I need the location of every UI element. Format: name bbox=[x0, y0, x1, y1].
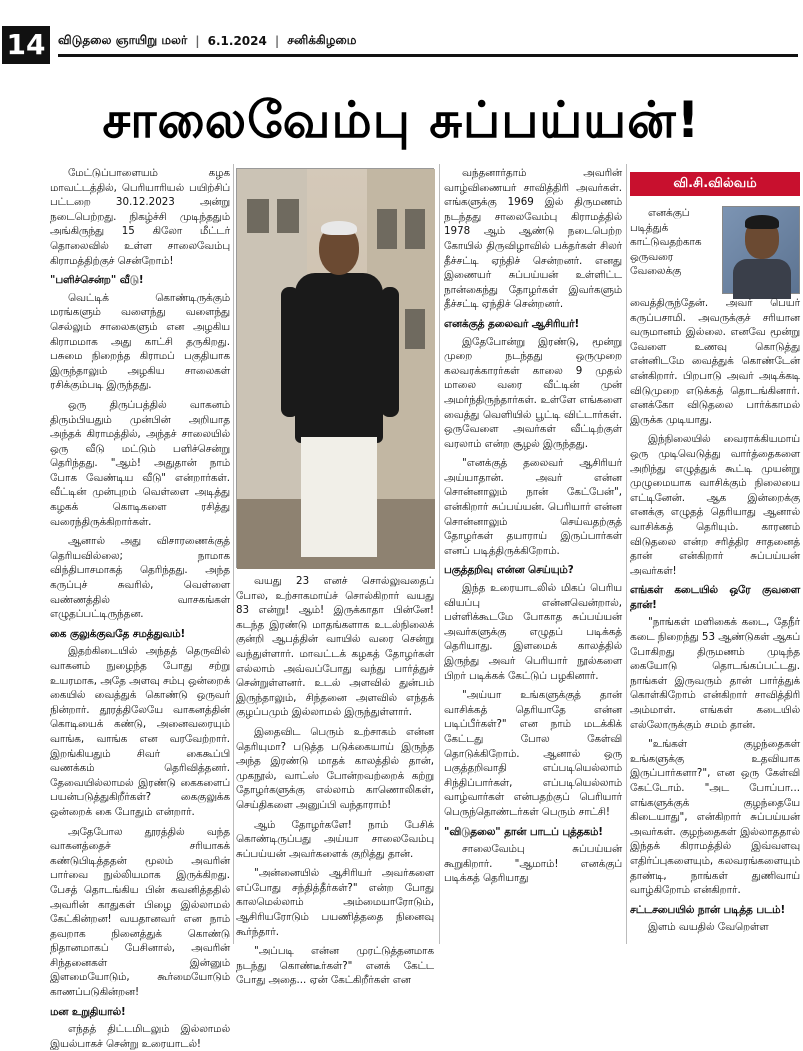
page-header bbox=[0, 0, 803, 82]
person-hair bbox=[321, 221, 357, 235]
paragraph: அதேபோல தூரத்தில் வந்த வாகனத்தைச் சரியாகக் கண்டுபிடித்ததன் மூலம் அவரின் பார்வை நுல்லியமாக இருக்கிறது. பேசத் தொடங்கிய பின் கவனித்ததில் அவரின் காதுகள் பிழை இல்லாமல் கேட்கின்றன! வயதானவர் என நாம் தவறாக நினைத்துக் கொண்டு நிதானமாகப் பேசினால், அவரின் சிந்தனைகள் இன்னும் இளமையோடும், கூர்மையோடும் காணப்படுகின்றன! bbox=[50, 825, 230, 999]
window bbox=[377, 209, 397, 249]
paragraph: "எனக்குத் தலைவர் ஆசிரியர் அய்யாதான். அவர் என்ன சொன்னாலும் நான் கேட்பேன்", என்கிறார் சுப்பய்யன். பெரியார் என்ன சொன்னாலும் செய்வதற்குத் தோழர்கள் தயாராய் இருப்பார்கள் எனப் படித்திருக்கிறோம். bbox=[444, 457, 622, 557]
article-headline: சாலைவேம்பு சுப்பய்யன்! bbox=[102, 91, 701, 149]
paragraph: ஆம் தோழர்களே! நாம் பேசிக் கொண்டிருப்பது அய்யா சாலைவேம்பு சுப்பய்யன் அவர்களைக் குறித்து தான். bbox=[236, 818, 434, 860]
subheading: "விடுதலை" தான் பாடப் புத்தகம்! bbox=[444, 825, 604, 838]
paragraph: இதைவிட பெரும் உற்சாகம் என்ன தெரியுமா? படுத்த படுக்கையாய் இருந்த அந்த இரண்டு மாதக் காலத்தில் தான், முகநூல், வாட்ஸ் போன்றவற்றைக் கற்று தோழர்களுக்கு எல்லாம் காணொலிகள், செய்திகளை அனுப்பி வந்தாராம்! bbox=[236, 725, 434, 811]
paragraph: வயது 23 எனச் சொல்லுவதைப் போல, உற்சாகமாய்ச் சொல்கிறார் வயது 83 என்று! ஆம்! இருக்காதா பின்னே! கடந்த இரண்டு மாதங்களாக உடல்நிலைக் குன்றி ஆபத்தின் வாயில் வரை சென்று வந்துள்ளார். மாவட்டக் கழகத் தோழர்கள் எல்லாம் அவ்வப்போது வந்து பார்த்துச் சென்றுள்ளனர். உடல் அளவில் துன்பம் இருந்தாலும், சிந்தனை அளவில் எந்தக் குழப்பமும் இல்லாமல் இருந்துள்ளார். bbox=[236, 575, 434, 719]
subheading: எங்கள் கடையில் ஒரே குவளை தான்! bbox=[630, 584, 800, 611]
subheading: பகுத்தறிவு என்ன செய்யும்? bbox=[444, 564, 574, 577]
paragraph: சாலைவேம்பு சுப்பய்யன் கூறுகிறார். "ஆமாம்! எனக்குப் படிக்கத் தெரியாது bbox=[444, 843, 622, 885]
paragraph: இந்த உரையாடலில் மிகப் பெரிய வியப்பு என்னவென்றால், பள்ளிக்கூடமே போகாத சுப்பய்யன் அவர்களுக்கு எழுதப் படிக்கத் தெரியாது. இளமைக் காலத்தில் இருந்து அவர் பெரியார் நூல்களை பிறர் படிக்கக் கேட்டுப் பழகினார். bbox=[444, 582, 622, 682]
paragraph: வந்தனார்தாம் அவரின் வாழ்விணையர் சாவித்திரி அவர்கள். எங்களுக்கு 1969 இல் திருமணம் நடந்தது சாலைவேம்பு கிராமத்தில் 1978 ஆம் ஆண்டு நடைபெற்ற கோயில் திருவிழாவில் பக்தர்கள் சிலர் தீச்சட்டி ஏந்திச் சென்றனர். எனது இணையர் சுப்பய்யன் உள்ளிட்ட நான்கைந்து தோழர்கள் இவர்களும் தீச்சட்டி ஏந்திச் சென்றனர். bbox=[444, 167, 622, 311]
paragraph: இதற்கிடையில் அந்தத் தெருவில் வாகனம் நுழைந்த போது சற்று உயரமாக, அதே அளவு சம்பு ஒன்றைக் கையில் வைத்துக் கொண்டு ஒருவர் நின்றார். தூரத்திலேயே வாகனத்தின் கொடியைக் கண்டு, அனைவரையும் வாங்க, வாங்க என வரவேற்றார். இறங்கியதும் சிவர் கைகூப்பி வணக்கம் தெரிவித்தனர். தேவையில்லாமல் இரண்டு கைகளைப் பயன்படுத்துகிறீர்கள்? கைகுலுக்க ஒன்றைக் கை போதும் என்றார். bbox=[50, 645, 230, 818]
issue-day: சனிக்கிழமை bbox=[287, 33, 357, 47]
paragraph: "அப்படி என்ன முரட்டுத்தனமாக நடந்து கொண்டீர்கள்?" எனக் கேட்ட போது அதை... ஏன் கேட்கிறீர்கள் என bbox=[236, 945, 434, 987]
publication-strip bbox=[58, 30, 798, 52]
paragraph: இளம் வயதில் வேறெள்ள bbox=[648, 921, 769, 934]
separator: | bbox=[195, 34, 200, 48]
paragraph: இந்நிலையில் வைராக்கியமாய் ஒரு முடிவெடுத்து வார்த்தைகளை அறிந்து எழுத்துக் கூட்டி முயன்று முழுமையாக வாசிக்கும் நிலையை எட்டினேன். ஆக இன்றைக்கு எனக்கு எழுதத் தெரியாது ஆனால் வாசிக்கத் தெரியும். காரணம் விடுதலை என்ற சரித்திர சாதனைத் தான் என்கிறார் சுப்பய்யன் அவர்கள்! bbox=[630, 433, 800, 577]
subheading: மன உறுதியால்! bbox=[50, 1005, 126, 1018]
person-shirt bbox=[295, 273, 383, 443]
article-column-4 bbox=[630, 206, 800, 944]
article-column-2 bbox=[236, 574, 434, 987]
paragraph: வெட்டிக் கொண்டிருக்கும் மரங்களும் வளைந்து வளைந்து செல்லும் சாலைகளும் என அழகிய கிராமமாக அது காட்சி தருகிறது. பசுமை நிறைந்த கிராமப் பகுதியாக இருந்தாலும் அழகிய சாலைகள் ரசிக்கும்படி இருந்தது. bbox=[50, 291, 230, 392]
column-divider bbox=[439, 164, 440, 944]
window bbox=[277, 199, 299, 233]
subject-photo bbox=[236, 168, 434, 568]
separator: | bbox=[274, 34, 280, 48]
photo-wrap-spacer bbox=[706, 206, 800, 296]
paragraph: "அன்னையில் ஆசிரியர் அவர்களை எப்போது சந்தித்தீர்கள்?" என்ற போது காலமெல்லாம் அம்மையாரோடும், ஆசிரியரோடும் பயணித்ததை நினைவு கூர்ந்தார். bbox=[236, 867, 434, 938]
subheading: கை குலுக்குவதே சமத்துவம்! bbox=[50, 627, 186, 640]
author-byline: வி.சி.வில்வம் bbox=[630, 172, 800, 196]
person-arm bbox=[381, 287, 399, 417]
issue-date: 6.1.2024 bbox=[207, 34, 267, 48]
window bbox=[247, 199, 269, 233]
paragraph: ஒரு திருப்பத்தில் வாகனம் திரும்பியதும் முன்பின் அறியாத அந்தக் கிராமத்தில், அந்தச் சாலையில் ஒரு வீடு மட்டும் பளிச்சென்று தெரிந்தது. "ஆம்! அதுதான் நாம் போக வேண்டிய வீடு" என்றார்கள். வீட்டின் முன்புறம் வெள்ளை அடித்து கழகக் கொடிகளை ரசித்து வரைந்திருக்கிறார்கள். bbox=[50, 398, 230, 528]
article-column-3 bbox=[444, 166, 622, 944]
window bbox=[405, 209, 425, 249]
paragraph: இதேபோன்று இரண்டு, மூன்று முறை நடந்தது ஒருமுறை கலவரக்காரர்கள் காலை 9 முதல் மாலை வரை வீட்டின் முன் அமர்ந்திருந்தார்கள். உள்ளே எங்களை வைத்து வெளியில் பூட்டி விட்டார்கள். ஒருவேளை அவர்கள் வீட்டிற்குள் வரலாம் என்ற சூழல் இருந்தது. bbox=[444, 335, 622, 450]
article-column-1 bbox=[50, 166, 230, 1050]
paragraph: "உங்கள் குழந்தைகள் உங்களுக்கு உதவியாக இருப்பார்களா?", என ஒரு கேள்வி கேட்டோம். "அட போப்பா... எங்களுக்குக் குழந்தையே கிடையாது", என்கிறார் சுப்பய்யன் அவர்கள். குழந்தைகள் இல்லாததால் இந்தக் கிராமத்தில் இவ்வளவு எதிர்ப்புகளையும், கலவரங்களையும் தாண்டி, நாங்கள் துணிவாய் வாழ்கிறோம் என்கிறார். bbox=[630, 738, 800, 897]
page-number: 14 bbox=[2, 26, 50, 64]
subheading: எனக்குத் தலைவர் ஆசிரியர்! bbox=[444, 317, 580, 330]
header-rule bbox=[58, 54, 798, 57]
article-body bbox=[0, 160, 803, 1050]
window bbox=[405, 309, 425, 349]
paragraph: மேட்டுப்பாளையம் கழக மாவட்டத்தில், பெரியாரியல் பயிற்சிப் பட்டறை 30.12.2023 அன்று நடைபெற்றது. நிகழ்ச்சி முடிந்ததும் அங்கிருந்து 15 கிலோ மீட்டர் தொலைவில் உள்ள சாலைவேம்பு கிராமத்திற்குச் சென்றோம்! bbox=[50, 167, 230, 267]
column-divider bbox=[233, 164, 234, 944]
paragraph: ஆனால் அது விசாரணைக்குத் தெரியவில்லை; நாமாக விந்திபாசமாகத் தெரிந்தது. அந்த கருப்புச் சுவரில், வெள்ளை வண்ணத்தில் வாசகங்கள் எழுதப்பட்டிருந்தன. bbox=[50, 535, 230, 621]
paragraph: எந்தத் திட்டமிடலும் இல்லாமல் இயல்பாகச் சென்று உரையாடல்! bbox=[50, 1023, 230, 1050]
publication-name: விடுதலை ஞாயிறு மலர் bbox=[58, 33, 188, 47]
column-divider bbox=[626, 164, 627, 944]
subheading: "பளிச்சென்ற" வீடு! bbox=[50, 274, 144, 287]
subheading: சட்டசபையில் நான் படித்த படம்! bbox=[630, 903, 786, 916]
paragraph: "நாங்கள் மளிகைக் கடை, தேநீர் கடை நிறைந்து 53 ஆண்டுகள் ஆகப் போகிறது திருமணம் முடிந்த கையோடு தொடங்கப்பட்டது. நாங்கள் இருவரும் தான் பார்த்துக் கொள்கிறோம் என்கிறார் சாவித்திரி அம்மாள். எங்கள் கடையில் எல்லோருக்கும் சமம் தான். bbox=[630, 616, 800, 731]
paragraph: எனக்குப் படித்துக் காட்டுவதற்காக ஒருவரை வேலைக்கு வைத்திருந்தேன். அவர் பெயர் கருப்பசாமி. அவருக்குச் சரியான வருமானம் இல்லை. எனவே மூன்று வேளை உணவு கொடுத்து என்னிடமே வைத்துக் கொண்டேன் என்கிறார். பிறபாடு அவர் அடிக்கடி விடுமுறை எடுக்கத் தொடங்கினார். எனக்கோ விடுதலை பார்க்காமல் இருக்க முடியாது. bbox=[630, 207, 800, 426]
person-dhoti bbox=[301, 437, 377, 557]
paragraph: "அய்யா உங்களுக்குத் தான் வாசிக்கத் தெரியாதே என்ன படிப்பீர்கள்?" என நாம் மடக்கிக் கேட்டது போல கேள்வி தொடுக்கிறோம். ஆனால் ஒரு பகுத்தறிவாதி எப்படியெல்லாம் சிந்திப்பார்கள், எப்படியெல்லாம் வாழ்வார்கள் என்பதற்குப் பெரியார் பெருந்தொண்டர்கள் பெரும் சாட்சி! bbox=[444, 689, 622, 818]
